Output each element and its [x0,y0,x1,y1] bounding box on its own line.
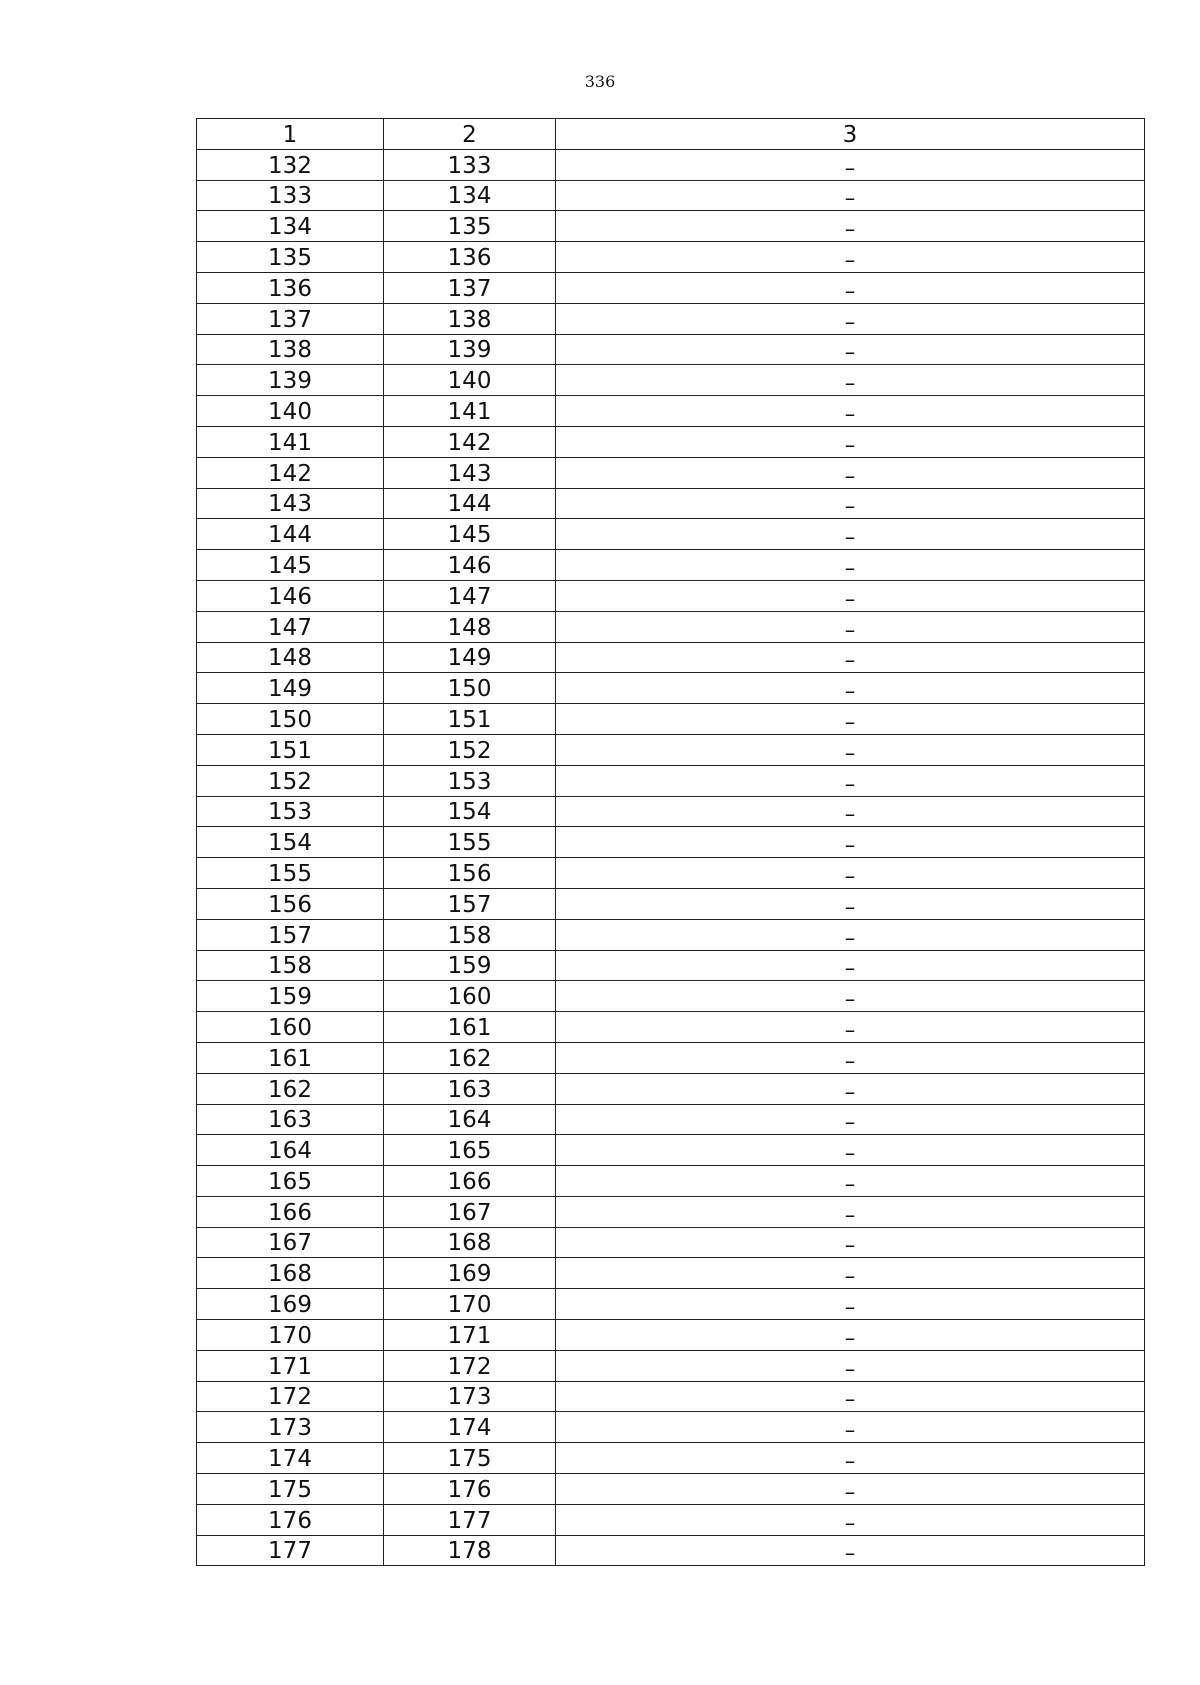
table-cell-value: – [844,1264,856,1289]
table-row [197,919,1145,950]
table-row [197,1289,1145,1320]
table-row [197,457,1145,488]
table-cell-value: – [844,217,856,242]
table-row [197,734,1145,765]
table-cell: 176 [384,1474,556,1505]
table-cell: 134 [384,180,556,211]
table-cell [556,1073,1145,1104]
table-cell-value: – [844,833,856,858]
table-cell: 161 [197,1042,384,1073]
table-header-cell: 1 [197,119,384,150]
table-cell: 155 [384,827,556,858]
table-cell-value: – [844,1295,856,1320]
data-table-container [196,118,1144,1566]
table-cell-value: – [844,432,856,457]
table-cell [556,1504,1145,1535]
table-cell: 166 [384,1166,556,1197]
table-cell: 153 [197,796,384,827]
table-row [197,396,1145,427]
table-header-row [197,119,1145,150]
table-cell-value: – [844,1418,856,1443]
table-cell [556,1042,1145,1073]
table-cell: 174 [384,1412,556,1443]
table-cell: 147 [197,611,384,642]
table-row [197,211,1145,242]
table-cell [556,1443,1145,1474]
table-cell [556,303,1145,334]
table-cell: 168 [384,1227,556,1258]
table-cell [556,1104,1145,1135]
table-cell: 132 [197,149,384,180]
table-cell [556,242,1145,273]
table-cell [556,1412,1145,1443]
table-cell [556,796,1145,827]
table-cell-value: – [844,278,856,303]
table-cell [556,611,1145,642]
table-cell [556,734,1145,765]
table-cell: 163 [384,1073,556,1104]
table-cell-value: – [844,709,856,734]
table-cell [556,1535,1145,1566]
table-row [197,580,1145,611]
table-cell: 133 [197,180,384,211]
table-cell: 167 [197,1227,384,1258]
table-cell: 154 [384,796,556,827]
table-cell [556,211,1145,242]
table-cell [556,365,1145,396]
table-cell-value: – [844,309,856,334]
table-row [197,981,1145,1012]
table-cell [556,519,1145,550]
table-cell [556,827,1145,858]
table-row [197,1350,1145,1381]
table-cell: 140 [197,396,384,427]
table-cell [556,673,1145,704]
table-cell: 148 [384,611,556,642]
data-table [196,118,1145,1566]
table-cell: 170 [384,1289,556,1320]
table-cell [556,765,1145,796]
table-row [197,950,1145,981]
table-cell [556,1320,1145,1351]
table-row [197,704,1145,735]
table-cell: 137 [197,303,384,334]
table-cell: 165 [197,1166,384,1197]
table-cell: 144 [384,488,556,519]
table-cell: 143 [384,457,556,488]
table-cell: 159 [197,981,384,1012]
table-cell [556,272,1145,303]
table-cell: 143 [197,488,384,519]
table-row [197,796,1145,827]
table-cell-value: – [844,1141,856,1166]
table-cell: 149 [197,673,384,704]
table-cell-value: – [844,1171,856,1196]
table-row [197,1073,1145,1104]
table-cell-value: – [844,617,856,642]
table-cell [556,704,1145,735]
table-cell-value: – [844,340,856,365]
table-row [197,765,1145,796]
table-row [197,1166,1145,1197]
table-cell [556,1350,1145,1381]
table-cell-value: – [844,1079,856,1104]
table-cell: 160 [197,1012,384,1043]
table-cell-value: – [844,1048,856,1073]
table-row [197,242,1145,273]
table-row [197,1258,1145,1289]
table-cell: 151 [197,734,384,765]
table-row [197,1227,1145,1258]
table-cell-value: – [844,1510,856,1535]
table-cell: 146 [384,550,556,581]
table-cell [556,1166,1145,1197]
table-cell: 162 [384,1042,556,1073]
table-cell: 158 [384,919,556,950]
table-cell: 144 [197,519,384,550]
table-header-cell: 2 [384,119,556,150]
table-row [197,1104,1145,1135]
table-cell: 175 [197,1474,384,1505]
table-row [197,1535,1145,1566]
table-cell: 155 [197,858,384,889]
table-cell: 163 [197,1104,384,1135]
table-cell: 173 [197,1412,384,1443]
table-cell-value: – [844,1233,856,1258]
table-cell: 171 [384,1320,556,1351]
table-cell-value: – [844,863,856,888]
table-cell [556,149,1145,180]
table-row [197,488,1145,519]
table-cell: 153 [384,765,556,796]
table-row [197,642,1145,673]
table-cell: 176 [197,1504,384,1535]
table-cell-value: – [844,494,856,519]
table-cell-value: – [844,1110,856,1135]
table-row [197,611,1145,642]
table-row [197,1381,1145,1412]
table-cell [556,981,1145,1012]
table-cell: 139 [197,365,384,396]
table-cell: 173 [384,1381,556,1412]
table-cell [556,1227,1145,1258]
table-row [197,550,1145,581]
table-row [197,303,1145,334]
table-cell-value: – [844,155,856,180]
table-cell-value: – [844,740,856,765]
table-body [197,119,1145,1566]
table-cell-value: – [844,247,856,272]
table-cell: 152 [384,734,556,765]
table-row [197,1135,1145,1166]
table-row [197,149,1145,180]
table-cell: 164 [197,1135,384,1166]
table-cell: 141 [197,426,384,457]
table-cell-value: – [844,186,856,211]
table-row [197,180,1145,211]
table-cell [556,488,1145,519]
table-cell: 171 [197,1350,384,1381]
table-cell [556,888,1145,919]
table-cell: 169 [197,1289,384,1320]
table-row [197,673,1145,704]
table-cell: 177 [384,1504,556,1535]
table-cell-value: – [844,925,856,950]
table-cell-value: – [844,1017,856,1042]
table-cell-value: – [844,586,856,611]
table-cell: 160 [384,981,556,1012]
table-cell: 149 [384,642,556,673]
table-cell: 157 [197,919,384,950]
table-cell-value: – [844,987,856,1012]
table-cell: 157 [384,888,556,919]
table-cell: 174 [197,1443,384,1474]
table-cell [556,1258,1145,1289]
table-cell-value: – [844,894,856,919]
table-cell-value: – [844,1387,856,1412]
table-cell [556,457,1145,488]
table-cell [556,642,1145,673]
table-cell: 156 [384,858,556,889]
table-cell: 158 [197,950,384,981]
table-cell: 178 [384,1535,556,1566]
table-cell-value: – [844,1479,856,1504]
table-cell: 135 [384,211,556,242]
table-cell: 150 [384,673,556,704]
table-row [197,365,1145,396]
table-row [197,272,1145,303]
table-row [197,1412,1145,1443]
table-cell-value: – [844,679,856,704]
table-cell-value: – [844,771,856,796]
table-cell [556,919,1145,950]
table-cell: 172 [384,1350,556,1381]
table-cell [556,180,1145,211]
table-cell: 162 [197,1073,384,1104]
table-cell-value: – [844,371,856,396]
table-row [197,827,1145,858]
table-cell: 136 [384,242,556,273]
table-cell: 170 [197,1320,384,1351]
table-cell: 136 [197,272,384,303]
table-cell: 164 [384,1104,556,1135]
table-cell [556,1012,1145,1043]
table-cell [556,1289,1145,1320]
table-cell-value: – [844,648,856,673]
table-cell-value: – [844,1325,856,1350]
table-cell: 154 [197,827,384,858]
table-cell-value: – [844,802,856,827]
table-cell: 150 [197,704,384,735]
table-cell: 140 [384,365,556,396]
table-cell: 165 [384,1135,556,1166]
table-row [197,1504,1145,1535]
table-cell: 169 [384,1258,556,1289]
table-cell: 146 [197,580,384,611]
table-cell: 175 [384,1443,556,1474]
table-cell: 147 [384,580,556,611]
table-row [197,1474,1145,1505]
table-row [197,426,1145,457]
table-cell [556,396,1145,427]
page-number: 336 [584,72,616,91]
table-cell-value: – [844,956,856,981]
table-cell: 138 [197,334,384,365]
table-cell: 134 [197,211,384,242]
table-cell [556,1381,1145,1412]
table-cell [556,550,1145,581]
table-header-cell: 3 [556,119,1145,150]
table-cell-value: – [844,1356,856,1381]
table-cell: 148 [197,642,384,673]
table-cell-value: – [844,401,856,426]
table-row [197,1320,1145,1351]
table-cell-value: – [844,463,856,488]
table-cell: 167 [384,1196,556,1227]
table-row [197,334,1145,365]
table-cell [556,1474,1145,1505]
table-cell: 177 [197,1535,384,1566]
table-cell: 168 [197,1258,384,1289]
table-cell: 145 [384,519,556,550]
table-row [197,888,1145,919]
table-cell-value: – [844,1449,856,1474]
table-cell: 135 [197,242,384,273]
table-cell-value: – [844,525,856,550]
table-cell: 166 [197,1196,384,1227]
table-row [197,1196,1145,1227]
table-cell: 139 [384,334,556,365]
table-cell [556,1135,1145,1166]
table-cell: 161 [384,1012,556,1043]
table-cell [556,1196,1145,1227]
table-cell [556,950,1145,981]
table-row [197,519,1145,550]
table-cell [556,334,1145,365]
table-row [197,1012,1145,1043]
table-cell: 137 [384,272,556,303]
table-row [197,1042,1145,1073]
table-cell: 152 [197,765,384,796]
table-cell: 159 [384,950,556,981]
table-cell [556,426,1145,457]
table-cell [556,858,1145,889]
table-cell [556,580,1145,611]
table-cell: 151 [384,704,556,735]
table-row [197,1443,1145,1474]
table-cell: 156 [197,888,384,919]
table-cell: 138 [384,303,556,334]
table-cell: 172 [197,1381,384,1412]
table-cell: 133 [384,149,556,180]
table-cell-value: – [844,1541,856,1566]
table-cell: 145 [197,550,384,581]
table-cell: 142 [384,426,556,457]
table-cell-value: – [844,555,856,580]
table-cell: 141 [384,396,556,427]
table-cell: 142 [197,457,384,488]
table-cell-value: – [844,1202,856,1227]
table-row [197,858,1145,889]
